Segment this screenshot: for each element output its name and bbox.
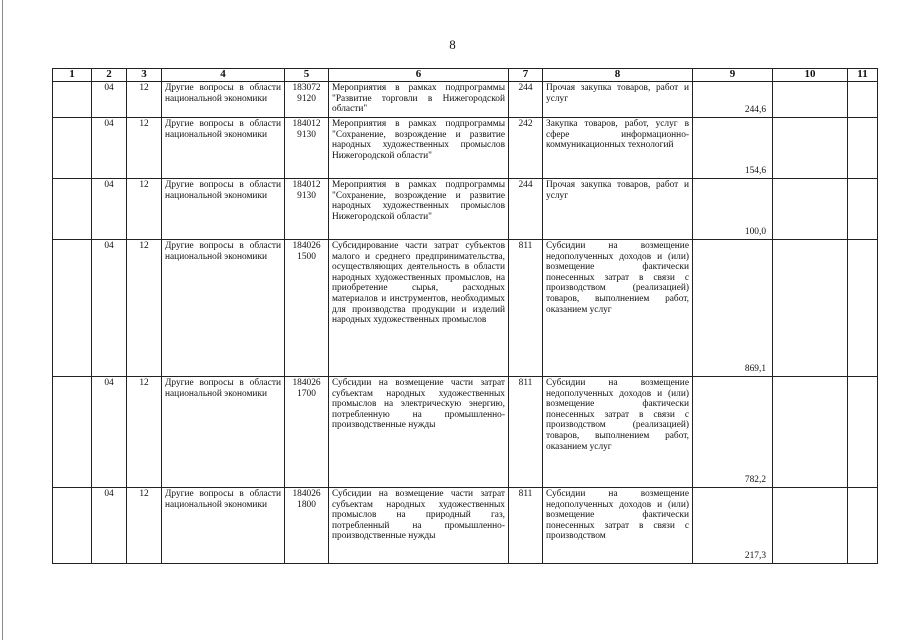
cell-article-name: Мероприятия в рамках подпрограммы "Сохранение, возрождение и развитие народных художественных промыслов Нижегородской области"	[329, 179, 509, 240]
cell-amount: 154,6	[693, 118, 773, 179]
target-article-part2: 9130	[297, 190, 316, 201]
cell-section: 04	[92, 179, 127, 240]
cell-col11	[848, 118, 878, 179]
cell-amount: 869,1	[693, 240, 773, 377]
cell-col1	[53, 118, 92, 179]
target-article-part2: 1700	[297, 388, 316, 399]
cell-expense-type: 244	[509, 82, 543, 118]
cell-article-name: Субсидии на возмещение части затрат субъектам народных художественных промыслов на природный газ, потребленный на промышленно-производственные нужды	[329, 488, 509, 564]
cell-article-name: Мероприятия в рамках подпрограммы "Развитие торговли в Нижегородской области"	[329, 82, 509, 118]
cell-expense-name: Прочая закупка товаров, работ и услуг	[543, 82, 693, 118]
column-number-4: 4	[162, 69, 285, 82]
cell-col11	[848, 240, 878, 377]
cell-expense-type: 811	[509, 240, 543, 377]
cell-expense-type: 242	[509, 118, 543, 179]
cell-section-name: Другие вопросы в области национальной экономики	[162, 179, 285, 240]
cell-expense-name: Закупка товаров, работ, услуг в сфере информационно-коммуникационных технологий	[543, 118, 693, 179]
cell-subsection: 12	[127, 118, 162, 179]
cell-col10	[773, 179, 848, 240]
cell-section: 04	[92, 377, 127, 488]
cell-expense-type: 811	[509, 488, 543, 564]
table-body	[53, 82, 878, 564]
cell-target-article	[285, 488, 329, 564]
target-article-part2: 1500	[297, 251, 316, 262]
cell-amount: 217,3	[693, 488, 773, 564]
cell-section-name: Другие вопросы в области национальной экономики	[162, 118, 285, 179]
column-number-1: 1	[53, 69, 92, 82]
cell-subsection: 12	[127, 488, 162, 564]
table-row	[53, 82, 878, 118]
target-article-part1: 184012	[292, 119, 321, 129]
cell-subsection: 12	[127, 82, 162, 118]
cell-col1	[53, 377, 92, 488]
cell-col11	[848, 377, 878, 488]
cell-article-name: Субсидии на возмещение части затрат субъектам народных художественных промыслов на электрическую энергию, потребленную на промышленно-производственные нужды	[329, 377, 509, 488]
page-number: 8	[449, 37, 456, 52]
cell-amount: 244,6	[693, 82, 773, 118]
cell-subsection: 12	[127, 179, 162, 240]
cell-section-name: Другие вопросы в области национальной экономики	[162, 377, 285, 488]
column-number-8: 8	[543, 69, 693, 82]
table-row	[53, 240, 878, 377]
cell-col10	[773, 377, 848, 488]
cell-target-article	[285, 118, 329, 179]
target-article-part1: 184012	[292, 180, 321, 190]
cell-section-name: Другие вопросы в области национальной экономики	[162, 82, 285, 118]
cell-subsection: 12	[127, 240, 162, 377]
cell-section-name: Другие вопросы в области национальной экономики	[162, 240, 285, 377]
column-number-3: 3	[127, 69, 162, 82]
cell-target-article	[285, 179, 329, 240]
table-row	[53, 179, 878, 240]
cell-target-article	[285, 377, 329, 488]
cell-expense-name: Субсидии на возмещение недополученных доходов и (или) возмещение фактически понесенных затрат в связи с производством (реализацией) товаров, выполнением работ, оказанием услуг	[543, 377, 693, 488]
cell-col10	[773, 118, 848, 179]
cell-col11	[848, 488, 878, 564]
cell-col11	[848, 82, 878, 118]
cell-article-name: Мероприятия в рамках подпрограммы "Сохранение, возрождение и развитие народных художественных промыслов Нижегородской области"	[329, 118, 509, 179]
table-row	[53, 488, 878, 564]
column-number-10: 10	[773, 69, 848, 82]
target-article-part2: 1800	[297, 499, 316, 510]
column-number-11: 11	[848, 69, 878, 82]
cell-article-name: Субсидирование части затрат субъектов малого и среднего предпринимательства, осуществляющих деятельность в области народных художественных промыслов, на приобретение сырья, расходных материалов и инструментов, необходимых для производства продукции и изделий народных художественных промыслов	[329, 240, 509, 377]
cell-amount: 782,2	[693, 377, 773, 488]
page-edge-line	[2, 0, 3, 640]
cell-col1	[53, 240, 92, 377]
cell-col10	[773, 240, 848, 377]
cell-col1	[53, 488, 92, 564]
target-article-part1: 183072	[292, 83, 321, 93]
cell-expense-name: Субсидии на возмещение недополученных доходов и (или) возмещение фактически понесенных затрат в связи с производством	[543, 488, 693, 564]
cell-expense-name: Субсидии на возмещение недополученных доходов и (или) возмещение фактически понесенных затрат в связи с производством (реализацией) товаров, выполнением работ, оказанием услуг	[543, 240, 693, 377]
column-number-6: 6	[329, 69, 509, 82]
cell-expense-name: Прочая закупка товаров, работ и услуг	[543, 179, 693, 240]
target-article-part2: 9130	[297, 129, 316, 140]
cell-col11	[848, 179, 878, 240]
target-article-part1: 184026	[292, 378, 321, 388]
cell-section: 04	[92, 118, 127, 179]
cell-section: 04	[92, 82, 127, 118]
target-article-part2: 9120	[297, 93, 316, 104]
cell-col1	[53, 179, 92, 240]
target-article-part1: 184026	[292, 489, 321, 499]
column-number-row	[53, 69, 878, 82]
cell-col1	[53, 82, 92, 118]
budget-table	[52, 68, 878, 564]
cell-expense-type: 811	[509, 377, 543, 488]
table-row	[53, 118, 878, 179]
cell-section-name: Другие вопросы в области национальной экономики	[162, 488, 285, 564]
cell-amount: 100,0	[693, 179, 773, 240]
cell-col10	[773, 82, 848, 118]
cell-expense-type: 244	[509, 179, 543, 240]
cell-target-article	[285, 82, 329, 118]
column-number-2: 2	[92, 69, 127, 82]
cell-subsection: 12	[127, 377, 162, 488]
cell-col10	[773, 488, 848, 564]
table-row	[53, 377, 878, 488]
target-article-part1: 184026	[292, 241, 321, 251]
cell-section: 04	[92, 488, 127, 564]
column-number-5: 5	[285, 69, 329, 82]
column-number-9: 9	[693, 69, 773, 82]
column-number-7: 7	[509, 69, 543, 82]
cell-target-article	[285, 240, 329, 377]
cell-section: 04	[92, 240, 127, 377]
